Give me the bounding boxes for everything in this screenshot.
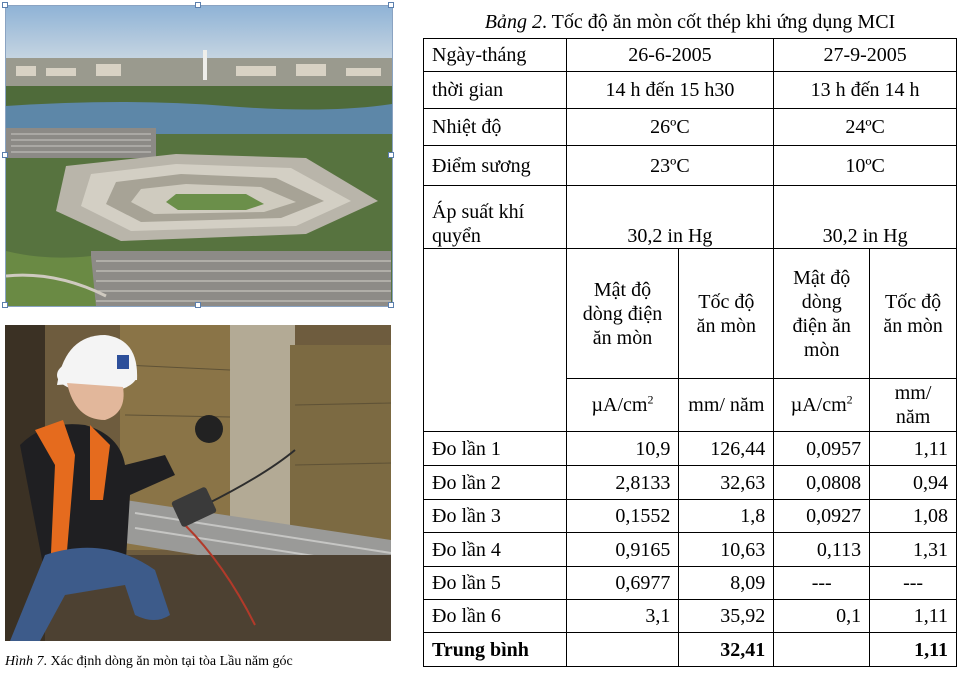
average-label: Trung bình (424, 633, 567, 667)
dew-point-label: Điểm sương (424, 146, 567, 186)
density-value-1: 0,1552 (566, 500, 679, 533)
table-row (424, 567, 957, 600)
rate-value-2: 1,11 (870, 600, 957, 633)
density-label-1: Mật độ dòng điện ăn mòn (566, 249, 679, 379)
pressure-2: 30,2 in Hg (774, 186, 957, 249)
rate-unit-1: mm/ năm (679, 379, 774, 432)
worker-measurement-photo (5, 325, 391, 641)
table-row (424, 39, 957, 72)
row-label: Đo lần 2 (424, 466, 567, 500)
row-label: Đo lần 3 (424, 500, 567, 533)
empty-header-cell (424, 249, 567, 432)
row-label: Đo lần 1 (424, 432, 567, 466)
table-title-label: Bảng 2 (484, 11, 542, 33)
table-row (424, 432, 957, 466)
table-title-text: . Tốc độ ăn mòn cốt thép khi ứng dụng MCI (542, 11, 896, 33)
row-label: Đo lần 6 (424, 600, 567, 633)
rate-value-2: 1,08 (870, 500, 957, 533)
time-label: thời gian (424, 72, 567, 109)
selection-handle[interactable] (2, 302, 8, 308)
rate-value-1: 32,63 (679, 466, 774, 500)
temperature-2: 24ºC (774, 109, 957, 146)
table-row (424, 633, 957, 667)
temperature-label: Nhiệt độ (424, 109, 567, 146)
average-rate-1: 32,41 (679, 633, 774, 667)
density-value-2: 0,0927 (774, 500, 870, 533)
table-row (424, 146, 957, 186)
figure-caption-text: . Xác định dòng ăn mòn tại tòa Lầu năm góc (43, 654, 293, 669)
rate-value-1: 10,63 (679, 533, 774, 567)
date-2: 27-9-2005 (774, 39, 957, 72)
density-value-1: 2,8133 (566, 466, 679, 500)
density-value-2: 0,0957 (774, 432, 870, 466)
density-label-2: Mật độ dòng điện ăn mòn (774, 249, 870, 379)
table-row (424, 533, 957, 567)
density-value-2: 0,0808 (774, 466, 870, 500)
density-value-1: 0,9165 (566, 533, 679, 567)
time-1: 14 h đến 15 h30 (566, 72, 774, 109)
table-row (424, 109, 957, 146)
rate-label-1: Tốc độ ăn mòn (679, 249, 774, 379)
rate-value-2: 0,94 (870, 466, 957, 500)
table-row (424, 72, 957, 109)
rate-unit-2: mm/ năm (870, 379, 957, 432)
pressure-1: 30,2 in Hg (566, 186, 774, 249)
temperature-1: 26ºC (566, 109, 774, 146)
average-density-2 (774, 633, 870, 667)
density-unit-1: $\mu A/cm^2$ (566, 379, 679, 432)
rate-value-1: 8,09 (679, 567, 774, 600)
corrosion-rate-table (423, 38, 957, 667)
aerial-photo-pentagon (5, 5, 393, 307)
average-rate-2: 1,11 (870, 633, 957, 667)
pressure-label: Áp suất khí quyển (424, 186, 567, 249)
rate-value-1: 35,92 (679, 600, 774, 633)
selection-handle[interactable] (388, 302, 394, 308)
table-title (423, 11, 957, 34)
rate-value-1: 1,8 (679, 500, 774, 533)
aerial-photo-illustration (6, 6, 392, 306)
rate-value-2: --- (870, 567, 957, 600)
table-row (424, 466, 957, 500)
table-row (424, 249, 957, 379)
density-value-1: 3,1 (566, 600, 679, 633)
density-value-2: 0,1 (774, 600, 870, 633)
rate-value-2: 1,11 (870, 432, 957, 466)
density-value-1: 10,9 (566, 432, 679, 466)
table-row (424, 500, 957, 533)
table-row (424, 186, 957, 249)
worker-photo-illustration (5, 325, 391, 641)
density-value-2: 0,113 (774, 533, 870, 567)
rate-value-1: 126,44 (679, 432, 774, 466)
row-label: Đo lần 5 (424, 567, 567, 600)
date-label: Ngày-tháng (424, 39, 567, 72)
density-unit-2: $\mu A/cm^2$ (774, 379, 870, 432)
density-value-1: 0,6977 (566, 567, 679, 600)
selection-handle[interactable] (2, 2, 8, 8)
selection-handle[interactable] (388, 152, 394, 158)
dew-point-1: 23ºC (566, 146, 774, 186)
selection-handle[interactable] (195, 302, 201, 308)
rate-label-2: Tốc độ ăn mòn (870, 249, 957, 379)
date-1: 26-6-2005 (566, 39, 774, 72)
dew-point-2: 10ºC (774, 146, 957, 186)
figure-caption (5, 654, 293, 670)
selection-handle[interactable] (2, 152, 8, 158)
average-density-1 (566, 633, 679, 667)
time-2: 13 h đến 14 h (774, 72, 957, 109)
table-row (424, 600, 957, 633)
selection-handle[interactable] (388, 2, 394, 8)
row-label: Đo lần 4 (424, 533, 567, 567)
rate-value-2: 1,31 (870, 533, 957, 567)
figure-caption-label: Hình 7 (5, 654, 44, 669)
selection-handle[interactable] (195, 2, 201, 8)
density-value-2: --- (774, 567, 870, 600)
